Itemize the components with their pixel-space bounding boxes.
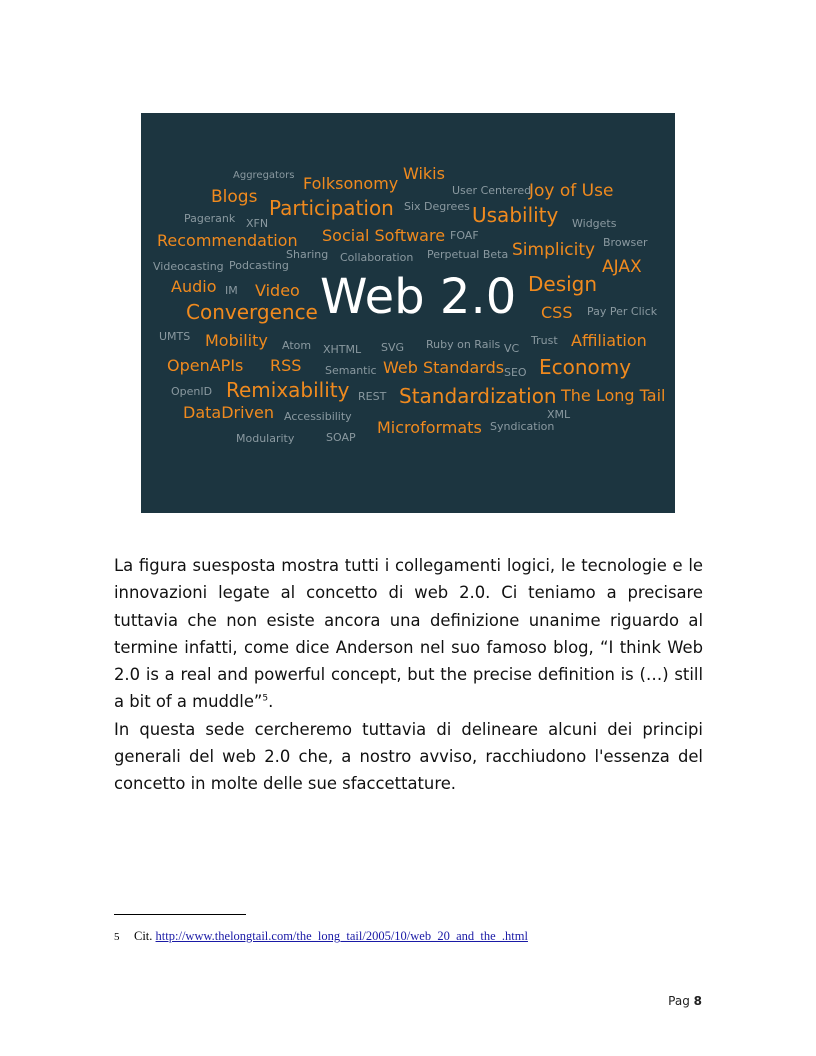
tag-word: Usability [472, 203, 559, 227]
tag-word: Modularity [236, 432, 295, 445]
tag-word: CSS [541, 303, 573, 322]
tag-word: Web 2.0 [320, 269, 517, 325]
tag-word: Pagerank [184, 212, 236, 225]
body-text [114, 552, 703, 798]
tag-word: Remixability [226, 378, 350, 402]
tag-word: Folksonomy [303, 174, 399, 193]
footnote-divider [114, 914, 246, 915]
tag-word: FOAF [450, 229, 479, 242]
tag-word: Affiliation [571, 331, 647, 350]
tag-word: Podcasting [229, 259, 289, 272]
tag-word: Mobility [205, 331, 268, 350]
tag-word: AJAX [602, 257, 642, 277]
tag-word: Collaboration [340, 251, 414, 264]
tag-word: Trust [531, 334, 558, 347]
tag-word: SOAP [326, 431, 356, 444]
tag-word: Sharing [286, 248, 329, 261]
tag-word: REST [358, 390, 387, 403]
tag-word: RSS [270, 356, 302, 375]
tag-word: Joy of Use [529, 181, 614, 201]
footnote-number: 5 [114, 931, 120, 943]
page-number [668, 994, 702, 1008]
tag-word: Blogs [211, 187, 258, 207]
tag-word: Design [528, 272, 598, 296]
tag-word: XFN [246, 217, 269, 230]
tag-word: User Centered [452, 184, 532, 197]
tag-word: Audio [171, 277, 217, 296]
tag-word: Social Software [322, 226, 446, 245]
paragraph-1: La figura suesposta mostra tutti i collegamenti logici, le tecnologie e le innovazioni legate al concetto di web 2.0. Ci teniamo a precisare tuttavia che non esiste ancora una definizione unanime riguardo al termine infatti, come dice Anderson nel suo famoso blog, “I think Web 2.0 is a real and powerful concept, but the precise definition is (…) still a bit of a muddle”$^5$. [114, 556, 703, 712]
tag-word: VC [504, 342, 520, 355]
tag-word: Six Degrees [404, 200, 470, 213]
tag-word: Wikis [403, 164, 445, 183]
tag-word: Accessibility [284, 410, 352, 423]
footnote-link[interactable]: http://www.thelongtail.com/the_long_tail/2005/10/web_20_and_the_.html [155, 929, 528, 943]
tag-word: Video [255, 281, 300, 300]
tag-word: Aggregators [233, 170, 295, 181]
tag-word: Browser [603, 236, 648, 249]
tag-word: Syndication [490, 420, 555, 433]
tag-word: Economy [539, 355, 632, 379]
paragraph-2: In questa sede cercheremo tuttavia di delineare alcuni dei principi generali del web 2.0 che, a nostro avviso, racchiudono l'essenza del concetto in molte delle sue sfaccettature. [114, 719, 703, 794]
tag-word: DataDriven [183, 403, 274, 422]
page-label: Pag [668, 994, 690, 1008]
page-number-value: 8 [693, 994, 702, 1008]
tag-word: OpenAPIs [167, 356, 244, 375]
tag-word: Web Standards [383, 358, 505, 377]
tag-word: IM [225, 284, 238, 297]
tag-word: Atom [282, 339, 312, 352]
tag-word: Perpetual Beta [427, 248, 509, 261]
tag-word: Convergence [186, 300, 318, 324]
tag-word: OpenID [171, 385, 213, 398]
web20-tag-cloud-image [141, 113, 675, 513]
tag-word: UMTS [159, 330, 191, 343]
footnote-ref[interactable]: 5 [262, 694, 269, 705]
tag-word: Pay Per Click [587, 305, 658, 318]
tag-word: Recommendation [157, 231, 298, 250]
tag-word: Participation [269, 196, 394, 220]
tag-word: Widgets [572, 217, 617, 230]
tag-word: Standardization [399, 384, 557, 408]
tag-word: Semantic [325, 364, 377, 377]
tag-word: Simplicity [512, 240, 596, 260]
tag-word: The Long Tail [561, 386, 666, 405]
footnote-prefix: Cit. [134, 929, 153, 943]
tag-word: Ruby on Rails [426, 338, 501, 351]
tag-word: Videocasting [153, 260, 224, 273]
tag-word: XHTML [323, 343, 362, 356]
tag-word: XML [547, 408, 571, 421]
footnote [114, 929, 528, 944]
tag-word: Microformats [377, 418, 482, 437]
tag-word: SEO [504, 366, 527, 379]
tag-word: SVG [381, 341, 405, 354]
